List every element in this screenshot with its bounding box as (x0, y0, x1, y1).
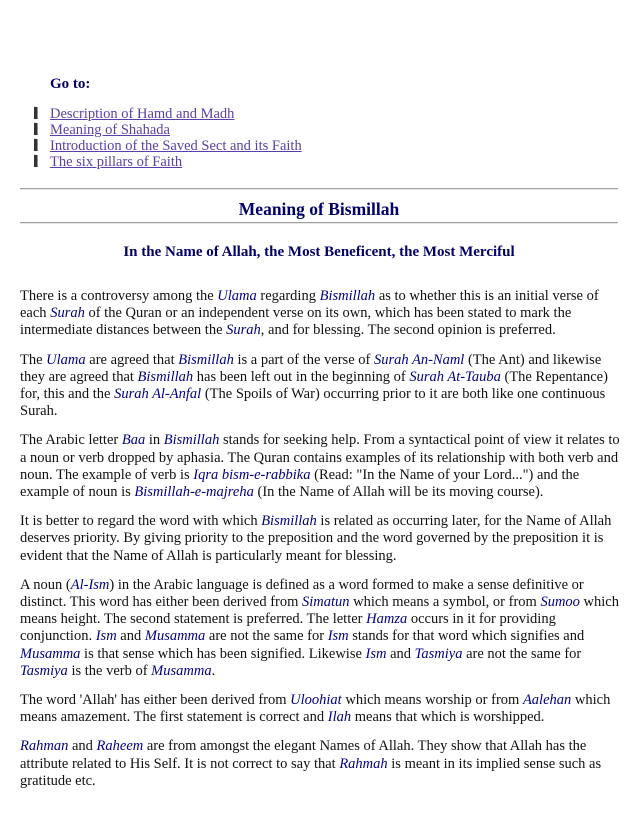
italic-term: Al-Ism (70, 576, 110, 593)
bullet-icon: ▌ (34, 156, 42, 167)
italic-term: Tasmiya (20, 662, 68, 679)
paragraph (20, 513, 620, 565)
paragraph (20, 692, 620, 726)
page-title: Meaning of Bismillah (238, 199, 400, 219)
italic-term: Aalehan (522, 692, 572, 709)
text-run: and (68, 738, 97, 755)
italic-term: Iqra bism-e-rabbika (193, 466, 311, 483)
article-body (20, 288, 620, 802)
text-run: which means a symbol, or from (349, 594, 541, 611)
text-run: The Arabic letter (20, 432, 122, 449)
text-run: means that which is worshipped. (351, 709, 545, 726)
text-run: is meant in its implied sense such as gratitude etc. (20, 755, 602, 789)
text-run: has been left out in the beginning of (193, 368, 410, 385)
text-run: of the Quran or an independent verse on its own, which has been stated to mark the intermediate distances between the (20, 305, 572, 339)
link-six-pillars[interactable]: The six pillars of Faith (50, 154, 183, 170)
italic-term: Surah (226, 322, 261, 339)
text-run: is a part of the verse of (233, 351, 374, 368)
italic-term: Bismillah (319, 288, 376, 304)
paragraph (20, 432, 620, 501)
text-run: are not the same for (205, 628, 328, 645)
text-run: The word 'Allah' has either been derived from (20, 692, 291, 709)
italic-term: Hamza (366, 611, 408, 628)
italic-term: Ulama (217, 288, 257, 304)
link-saved-sect[interactable]: Introduction of the Saved Sect and its Faith (50, 138, 302, 154)
italic-term: Uloohiat (290, 692, 342, 709)
italic-term: Simatun (302, 594, 350, 611)
text-run: stands for that word which signifies and (348, 628, 585, 645)
text-run: , and for blessing. The second opinion is preferred. (260, 322, 556, 339)
text-run: (In the Name of Allah will be its moving course). (253, 484, 544, 501)
list-item (34, 122, 302, 138)
bullet-icon: ▌ (34, 140, 42, 151)
text-run: (The Repentance) for, this and the (20, 368, 608, 403)
italic-term: Raheem (96, 738, 144, 755)
italic-term: Surah At-Tauba (409, 368, 501, 385)
text-run: It is better to regard the word with which (20, 513, 262, 530)
text-run: which means worship or from (341, 692, 523, 709)
list-item (34, 138, 302, 154)
link-hamd-madh[interactable]: Description of Hamd and Madh (50, 106, 235, 122)
italic-term: Ism (365, 645, 387, 662)
text-run: are from amongst the elegant Names of Allah. They show that Allah has the attribute related to His Self. It is not correct to say that (20, 738, 587, 772)
paragraph (20, 577, 620, 680)
text-run: are agreed that (85, 351, 179, 368)
italic-term: Bismillah (137, 368, 194, 385)
text-run: occurs in it for providing conjunction. (20, 611, 556, 645)
goto-heading: Go to: (50, 76, 91, 92)
italic-term: Musamma (20, 645, 81, 662)
text-run: . (211, 662, 216, 679)
text-run: which means height. The second statement is preferred. The letter (20, 594, 619, 628)
italic-term: Rahman (20, 738, 69, 755)
text-run: (Read: "In the Name of your Lord...") and the example of noun is (20, 466, 580, 501)
italic-term: Baa (121, 432, 146, 449)
text-run: which means amazement. The first statement is correct and (20, 692, 611, 726)
italic-term: Musamma (151, 662, 212, 679)
text-run: There is a controversy among the (20, 288, 218, 304)
text-run: stands for seeking help. From a syntactical point of view it relates to a noun or verb dropped by aphasia. The Quran contains examples of its relationship with both verb and noun. The example of verb is (20, 432, 620, 483)
text-run: is related as occurring later, for the Name of Allah deserves priority. By giving priority to the preposition and the word governed by the preposition it is evident that the Name of Allah is particularly meant for blessing. (20, 513, 612, 564)
paragraph (20, 352, 620, 421)
italic-term: Ism (95, 628, 117, 645)
link-shahada[interactable]: Meaning of Shahada (50, 122, 170, 138)
italic-term: Ism (327, 628, 349, 645)
italic-term: Bismillah (261, 513, 317, 530)
bullet-icon: ▌ (34, 108, 42, 119)
italic-term: Rahmah (339, 755, 388, 772)
divider-bottom (20, 222, 618, 224)
italic-term: Bismillah (178, 351, 234, 368)
italic-term: Bismillah (163, 432, 220, 449)
italic-term: Surah An-Naml (373, 351, 465, 368)
goto-link-list (34, 106, 302, 170)
text-run: are not the same for (462, 645, 582, 662)
text-run: (The Ant) and likewise they are agreed that (20, 351, 602, 385)
text-run: is the verb of (67, 662, 152, 679)
bullet-icon: ▌ (34, 124, 42, 135)
text-run: and (386, 645, 415, 662)
italic-term: Bismillah-e-majreha (134, 484, 254, 501)
text-run: ) in the Arabic language is defined as a word formed to make a sense definitive or distinct. This word has either been derived from (20, 576, 584, 611)
italic-term: Ulama (46, 351, 86, 368)
text-run: The (20, 351, 47, 368)
italic-term: Musamma (144, 628, 206, 645)
list-item (34, 106, 302, 122)
page-subtitle: In the Name of Allah, the Most Beneficent, the Most Merciful (123, 244, 515, 260)
text-run: in (145, 432, 164, 449)
divider-top (20, 188, 618, 190)
text-run: (The Spoils of War) occurring prior to it are both like one continuous Surah. (20, 386, 606, 420)
paragraph (20, 288, 620, 340)
paragraph (20, 738, 620, 790)
italic-term: Sumoo (540, 594, 580, 611)
text-run: A noun ( (20, 576, 71, 593)
text-run: as to whether this is an initial verse of each (20, 288, 599, 322)
italic-term: Tasmiya (414, 645, 463, 662)
text-run: regarding (256, 288, 320, 304)
text-run: and (116, 628, 145, 645)
list-item (34, 154, 302, 170)
italic-term: Surah Al-Anfal (114, 386, 202, 403)
text-run: is that sense which has been signified. Likewise (80, 645, 366, 662)
italic-term: Surah (50, 305, 85, 322)
italic-term: Ilah (327, 709, 352, 726)
